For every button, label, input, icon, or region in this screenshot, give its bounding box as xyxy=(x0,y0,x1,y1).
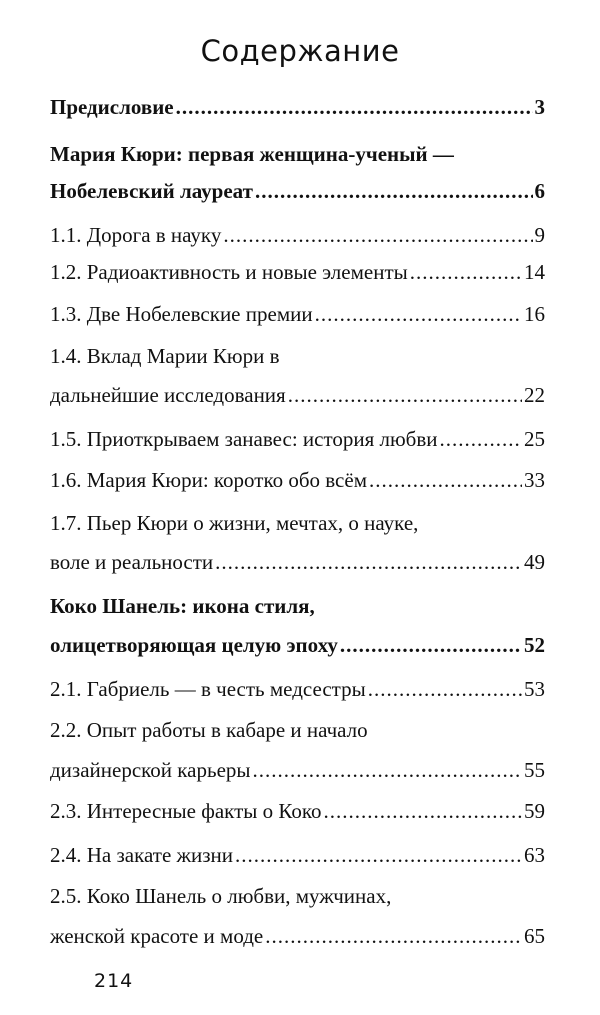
toc-entry-2-2-cont[interactable] xyxy=(50,755,545,785)
page-number: 214 xyxy=(94,970,134,992)
toc-entry-1-4-cont[interactable] xyxy=(50,380,545,410)
toc-entry-2-5[interactable] xyxy=(50,881,545,911)
leader-dots xyxy=(215,547,522,577)
toc-entry-label: Коко Шанель: икона стиля, xyxy=(50,594,315,618)
leader-dots xyxy=(315,299,522,329)
toc-page-number: 14 xyxy=(524,260,545,284)
leader-dots xyxy=(368,674,522,704)
toc-heading-curie-cont[interactable] xyxy=(50,176,545,206)
leader-dots xyxy=(323,796,522,826)
toc-entry-label: 2.3. Интересные факты о Коко xyxy=(50,799,322,823)
toc-entry-label: 2.1. Габриель — в честь медсестры xyxy=(50,677,366,701)
toc-entry-1-6[interactable] xyxy=(50,465,545,495)
toc-heading-chanel[interactable] xyxy=(50,591,545,621)
toc-page-number: 55 xyxy=(524,758,545,782)
toc-entry-2-1[interactable] xyxy=(50,674,545,704)
toc-page-number: 33 xyxy=(524,468,545,492)
toc-entry-label: 2.4. На закате жизни xyxy=(50,843,234,867)
leader-dots xyxy=(340,630,522,660)
leader-dots xyxy=(410,257,522,287)
toc-entry-label: 2.5. Коко Шанель о любви, мужчинах, xyxy=(50,884,392,908)
toc-page-number: 53 xyxy=(524,677,545,701)
toc-page-number: 59 xyxy=(524,799,545,823)
toc-entry-1-2[interactable] xyxy=(50,257,545,287)
leader-dots xyxy=(288,380,522,410)
toc-entry-2-2[interactable] xyxy=(50,715,545,745)
leader-dots xyxy=(176,92,533,122)
toc-page-number: 65 xyxy=(524,924,545,948)
toc-entry-2-5-cont[interactable] xyxy=(50,921,545,951)
toc-entry-label: Нобелевский лауреат xyxy=(50,179,253,203)
toc-entry-label: 1.6. Мария Кюри: коротко обо всём xyxy=(50,468,367,492)
toc-entry-1-7-cont[interactable] xyxy=(50,547,545,577)
toc-page-number: 22 xyxy=(524,383,545,407)
toc-entry-label: 1.1. Дорога в науку xyxy=(50,223,222,247)
toc-page-number: 63 xyxy=(524,843,545,867)
toc-entry-label: 1.5. Приоткрываем занавес: история любви xyxy=(50,427,438,451)
leader-dots xyxy=(369,465,522,495)
toc-page-number: 6 xyxy=(534,179,545,203)
toc-entry-1-5[interactable] xyxy=(50,424,545,454)
toc-entry-label: дизайнерской карьеры xyxy=(50,758,251,782)
toc-page-number: 49 xyxy=(524,550,545,574)
toc-entry-1-3[interactable] xyxy=(50,299,545,329)
leader-dots xyxy=(223,220,532,250)
toc-entry-label: воле и реальности xyxy=(50,550,214,574)
toc-page-number: 3 xyxy=(534,95,545,119)
toc-page-number: 9 xyxy=(534,223,545,247)
leader-dots xyxy=(255,176,533,206)
toc-entry-label: Мария Кюри: первая женщина-ученый — xyxy=(50,142,454,166)
leader-dots xyxy=(265,921,522,951)
toc-entry-label: дальнейшие исследования xyxy=(50,383,286,407)
page-title: Содержание xyxy=(200,34,400,68)
toc-page-number: 52 xyxy=(524,633,545,657)
toc-entry-label: 1.2. Радиоактивность и новые элементы xyxy=(50,260,408,284)
toc-page-number: 25 xyxy=(524,427,545,451)
toc-entry-1-1[interactable] xyxy=(50,220,545,250)
toc-entry-2-3[interactable] xyxy=(50,796,545,826)
toc-entry-preface[interactable] xyxy=(50,92,545,122)
toc-entry-label: 1.7. Пьер Кюри о жизни, мечтах, о науке, xyxy=(50,511,419,535)
leader-dots xyxy=(440,424,522,454)
toc-entry-label: 1.4. Вклад Марии Кюри в xyxy=(50,344,280,368)
toc-heading-curie[interactable] xyxy=(50,139,545,169)
toc-entry-label: олицетворяющая целую эпоху xyxy=(50,633,338,657)
toc-page-number: 16 xyxy=(524,302,545,326)
toc-entry-label: 1.3. Две Нобелевские премии xyxy=(50,302,313,326)
toc-entry-1-4[interactable] xyxy=(50,341,545,371)
toc-entry-label: женской красоте и моде xyxy=(50,924,264,948)
leader-dots xyxy=(235,840,522,870)
toc-entry-label: Предисловие xyxy=(50,95,174,119)
toc-entry-2-4[interactable] xyxy=(50,840,545,870)
leader-dots xyxy=(253,755,523,785)
toc-heading-chanel-cont[interactable] xyxy=(50,630,545,660)
toc-entry-1-7[interactable] xyxy=(50,508,545,538)
toc-entry-label: 2.2. Опыт работы в кабаре и начало xyxy=(50,718,368,742)
